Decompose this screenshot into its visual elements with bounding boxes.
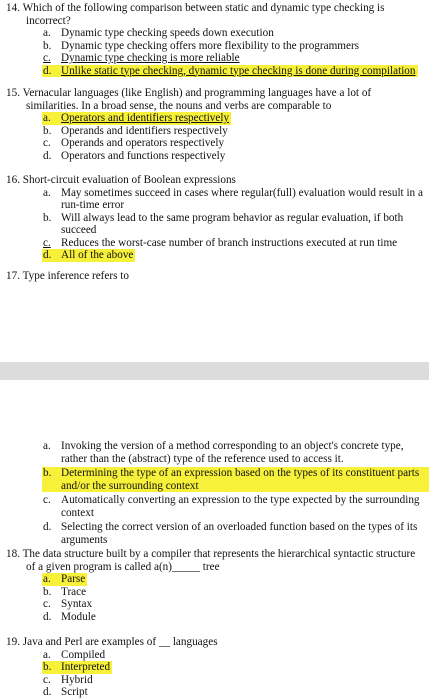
- page-separator: [0, 362, 429, 380]
- question-19: [6, 636, 426, 699]
- option-14-d-highlighted[interactable]: d. Unlike static type checking, dynamic type checking is done during compilation: [43, 64, 416, 77]
- question-14-options: [6, 27, 426, 77]
- question-17-stem-line-1: 17. Type inference refers to: [6, 270, 129, 282]
- question-19-stem-line-1: 19. Java and Perl are examples of __ languages: [6, 636, 218, 648]
- option-19-a[interactable]: a. Compiled: [43, 648, 106, 661]
- question-14-stem-line-2: incorrect?: [26, 14, 71, 27]
- question-17: [6, 270, 426, 283]
- option-14-c[interactable]: c. Dynamic type checking is more reliable: [43, 52, 240, 64]
- option-15-d[interactable]: d. Operators and functions respectively: [43, 149, 226, 162]
- option-16-c[interactable]: c. Reduces the worst-case number of branch instructions executed at run time: [43, 236, 398, 249]
- question-14-stem-line-1: 14. Which of the following comparison between static and dynamic type checking is: [6, 2, 385, 14]
- question-14: [6, 2, 426, 77]
- option-18-b[interactable]: b. Trace: [43, 585, 87, 598]
- question-18: [6, 548, 426, 623]
- question-15: [6, 87, 426, 162]
- question-15-options: [6, 112, 426, 162]
- document-page-2: [0, 380, 429, 700]
- option-14-a[interactable]: a. Dynamic type checking speeds down execution: [43, 27, 274, 39]
- question-15-stem-line-2: similarities. In a broad sense, the nouns and verbs are comparable to: [26, 99, 332, 112]
- question-18-stem-line-2: of a given program is called a(n)_____ tree: [26, 560, 220, 573]
- question-16: [6, 174, 426, 262]
- question-15-stem-line-1: 15. Vernacular languages (like English) and programming languages have a lot of: [6, 87, 372, 99]
- question-16-stem-line-1: 16. Short-circuit evaluation of Boolean expressions: [6, 174, 236, 186]
- question-18-stem-line-1: 18. The data structure built by a compiler that represents the hierarchical syntactic structure: [6, 548, 416, 560]
- question-16-options: [6, 187, 426, 262]
- option-15-c[interactable]: c. Operands and operators respectively: [43, 137, 225, 149]
- question-19-options: [6, 649, 426, 699]
- option-17-d[interactable]: d. Selecting the correct version of an overloaded function based on the types of its arguments: [43, 521, 418, 546]
- option-16-b[interactable]: b. Will always lead to the same program behavior as regular evaluation, if both succeed: [43, 211, 404, 236]
- option-17-b-highlighted[interactable]: b. Determining the type of an expression based on the types of its constituent parts and/or the surrounding context: [6, 467, 426, 492]
- option-18-d[interactable]: d. Module: [43, 610, 96, 623]
- option-18-a-highlighted[interactable]: a. Parse: [43, 573, 86, 585]
- option-19-c[interactable]: c. Hybrid: [43, 673, 93, 686]
- option-19-b-highlighted[interactable]: b. Interpreted: [43, 661, 111, 673]
- option-16-a[interactable]: a. May sometimes succeed in cases where regular(full) evaluation would result in a run-time error: [43, 186, 423, 211]
- question-18-options: [6, 573, 426, 623]
- option-14-b[interactable]: b. Dynamic type checking offers more flexibility to the programmers: [43, 39, 360, 52]
- option-16-d-highlighted[interactable]: d. All of the above: [43, 249, 134, 261]
- option-17-a[interactable]: a. Invoking the version of a method corresponding to an object's concrete type, rather than the (abstract) type of the reference used to access it.: [43, 440, 404, 465]
- option-17-c[interactable]: c. Automatically converting an expression to the type expected by the surrounding context: [43, 494, 420, 519]
- option-19-d[interactable]: d. Script: [43, 686, 88, 698]
- question-17-options: [6, 440, 426, 546]
- option-15-b[interactable]: b. Operands and identifiers respectively: [43, 124, 228, 137]
- question-17-options-block: [6, 440, 426, 546]
- option-18-c[interactable]: c. Syntax: [43, 598, 93, 610]
- option-15-a-highlighted[interactable]: a. Operators and identifiers respectively: [43, 112, 230, 124]
